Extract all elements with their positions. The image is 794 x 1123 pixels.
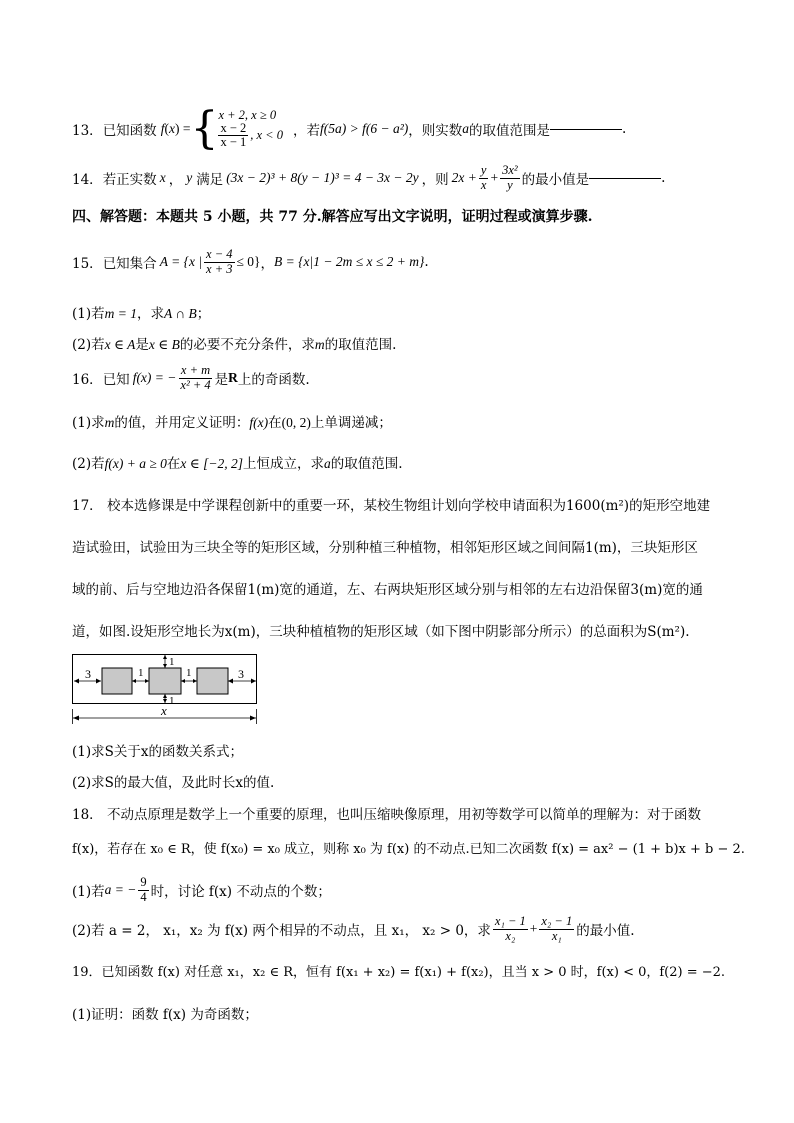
section4-heading: 四、解答题：本题共 5 小题，共 77 分.解答应写出文字说明，证明过程或演算步骤. bbox=[72, 209, 593, 225]
q13-text3: ，则实数 bbox=[408, 123, 463, 139]
q18-part1: (1)若 a = − $\frac{9}{4}$ 时，讨论 f(x) 不动点的个数； bbox=[72, 875, 331, 904]
q14-answer-blank[interactable] bbox=[589, 178, 661, 179]
q19-line1: 19．已知函数 f(x) 对任意 x₁，x₂ ∈ R，恒有 f(x₁ + x₂) = f(x₁) + f(x₂)，且当 x > 0 时，f(x) < 0，f(2) = −2. bbox=[72, 965, 726, 980]
q13-line: 13． 已知函数 f(x) = { x + 2, x ≥ 0 $\frac{x - 2}{x - 1}$ , x < 0 ，若 f(5a) > f(6 − a²) ，则实数 a 的取值范围是 . bbox=[72, 103, 627, 154]
q15-setA: A = {x | bbox=[159, 254, 203, 269]
q17-line3: 域的前、后与空地边沿各保留1(m)宽的通道，左、右两块矩形区域分别与相邻的左右边沿保留3(m)宽的通 bbox=[72, 582, 703, 598]
q16-line: 16． 已知 f(x) = − $\frac{x + m}{\text{x² + 4}}$ 是 R 上的奇函数. bbox=[72, 363, 310, 392]
fig-label-right: 3 bbox=[238, 667, 244, 681]
q18-frac-a: $\frac{9}{4}$ bbox=[140, 875, 147, 904]
plot-right bbox=[197, 668, 228, 694]
fig-label-gap2: 1 bbox=[186, 667, 192, 679]
q17-line1: 17． 校本选修课是中学课程创新中的重要一环，某校生物组计划向学校申请面积为1600(m²)的矩形空地建 bbox=[72, 498, 711, 514]
q14-line: 14． 若正实数 x ， y 满足 (3x − 2)³ + 8(y − 1)³ = 4 − 3x − 2y ，则 2x + $\frac{y}{x}$ + $\frac{\text{3x²}}{y}$ 的最小值是 . bbox=[72, 163, 666, 192]
q13-case2-cond: , x < 0 bbox=[250, 128, 283, 142]
q15-frac: $\frac{x - 4}{x + 3}$ bbox=[206, 247, 233, 276]
q18-line2: f(x)，若存在 x₀ ∈ R，使 f(x₀) = x₀ 成立，则称 x₀ 为 f(x) 的不动点.已知二次函数 f(x) = ax² − (1 + b)x + b − 2. bbox=[72, 842, 745, 857]
q13-number: 13． bbox=[72, 123, 103, 139]
q18-frac1: $\frac{\text{x₁ − 1}}{\text{x₂}}$ bbox=[494, 914, 526, 943]
plot-middle bbox=[149, 668, 181, 694]
q15-line: 15． 已知集合 A = {x | $\frac{x - 4}{x + 3}$ ≤ 0} ， B = {x|1 − 2m ≤ x ≤ 2 + m} . bbox=[72, 247, 429, 276]
q17-part1: (1)求S关于x的函数关系式； bbox=[72, 744, 243, 760]
q15-part1: (1)若m = 1，求A ∩ B； bbox=[72, 306, 211, 322]
q15-setB: B = {x|1 − 2m ≤ x ≤ 2 + m} bbox=[274, 254, 425, 269]
fig-label-left: 3 bbox=[85, 667, 91, 681]
q17-part2: (2)求S的最大值，及此时长x的值. bbox=[72, 775, 275, 791]
q18-part2: (2)若 a = 2， x₁，x₂ 为 f(x) 两个相异的不动点，且 x₁， x₂ > 0，求 $\frac{\text{x₁ − 1}}{\text{x₂}}$ + $\frac{\text{x₂ − 1}}{\text{x₁}}$ 的最小值. bbox=[72, 914, 635, 943]
q13-brace: { bbox=[190, 103, 219, 154]
q13-fx: f(x) = bbox=[160, 121, 191, 136]
q14-number: 14． bbox=[72, 172, 103, 188]
q17-line4: 道，如图.设矩形空地长为x(m)，三块种植植物的矩形区域（如下图中阴影部分所示）的总面积为S(m²). bbox=[72, 624, 690, 640]
q18-line1: 18． 不动点原理是数学上一个重要的原理，也叫压缩映像原理，用初等数学可以简单的理解为：对于函数 bbox=[72, 807, 701, 823]
q16-number: 16． bbox=[72, 372, 103, 388]
fig-label-gap1: 1 bbox=[138, 667, 144, 679]
q14-text: 若正实数 bbox=[102, 172, 157, 188]
q16-part1: (1)求m的值，并用定义证明：f(x)在(0, 2)上单调递减； bbox=[72, 415, 392, 431]
q17-figure bbox=[72, 654, 262, 726]
fig-label-top: 1 bbox=[169, 656, 175, 668]
plot-left bbox=[102, 668, 132, 694]
q13-case1: x + 2, x ≥ 0 bbox=[218, 107, 277, 122]
q13-case2-frac: $\frac{x - 2}{x - 1}$ bbox=[220, 120, 247, 150]
q13-cases bbox=[218, 109, 283, 149]
q16-frac: $\frac{x + m}{\text{x² + 4}}$ bbox=[180, 363, 211, 392]
q15-part2: (2)若x ∈ A是x ∈ B的必要不充分条件，求m的取值范围. bbox=[72, 337, 397, 353]
q13-text: 已知函数 bbox=[102, 123, 157, 139]
q17-line2: 造试验田，试验田为三块全等的矩形区域，分别种植三种植物，相邻矩形区域之间间隔1(m)，三块矩形区 bbox=[72, 540, 698, 556]
fig-label-bottom: 1 bbox=[169, 695, 175, 707]
q15-number: 15． bbox=[72, 256, 103, 272]
q13-text4: 的取值范围是 bbox=[469, 123, 550, 139]
fig-label-x: x bbox=[161, 703, 167, 718]
q18-frac2: $\frac{\text{x₂ − 1}}{\text{x₁}}$ bbox=[541, 914, 573, 943]
q13-text2: ，若 bbox=[292, 123, 320, 139]
q16-part2: (2)若f(x) + a ≥ 0在x ∈ [−2, 2]上恒成立，求a的取值范围. bbox=[72, 456, 403, 472]
q14-frac2: $\frac{\text{3x²}}{y}$ bbox=[502, 163, 518, 192]
q13-inequality: f(5a) > f(6 − a²) bbox=[319, 121, 409, 136]
q14-frac1: $\frac{y}{x}$ bbox=[480, 163, 487, 192]
q19-part1: (1)证明：函数 f(x) 为奇函数； bbox=[72, 1007, 258, 1023]
q14-equation: (3x − 2)³ + 8(y − 1)³ = 4 − 3x − 2y bbox=[226, 170, 419, 185]
q13-answer-blank[interactable] bbox=[550, 129, 622, 130]
